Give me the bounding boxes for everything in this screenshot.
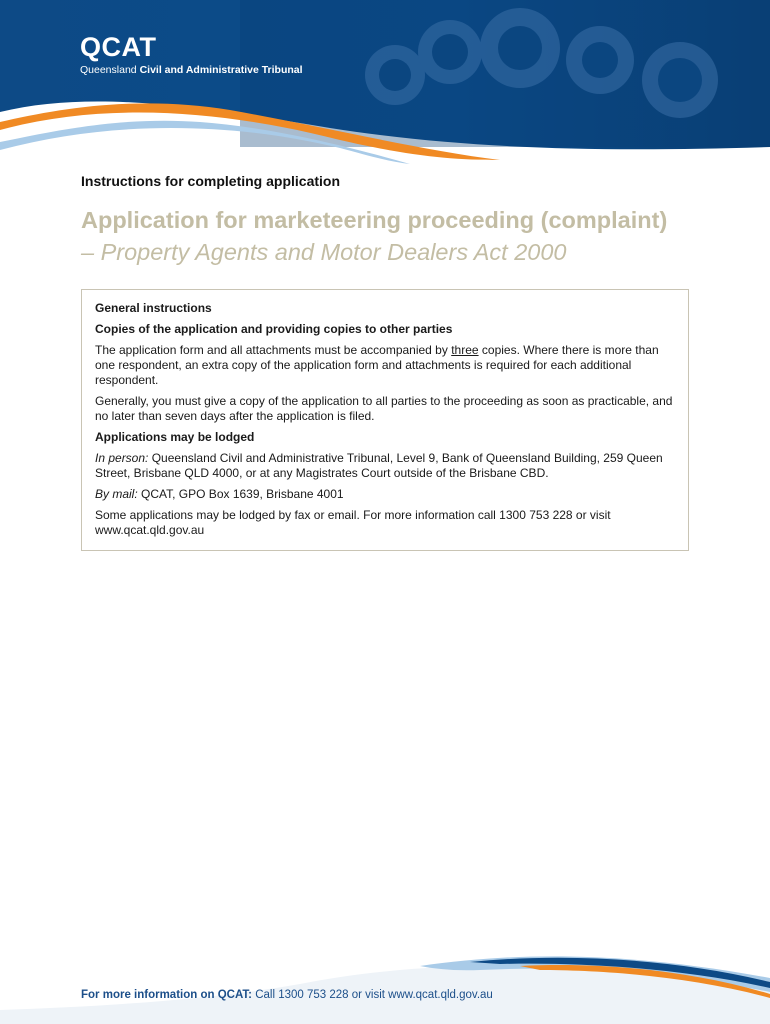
footer-banner	[0, 940, 770, 1024]
by-mail-text: QCAT, GPO Box 1639, Brisbane 4001	[137, 487, 344, 501]
footer-contact	[81, 989, 493, 1001]
general-instructions-box	[81, 289, 689, 551]
copies-p1-underline: three	[451, 343, 479, 357]
qcat-logo	[80, 33, 303, 76]
in-person-paragraph	[95, 451, 674, 481]
by-mail-label: By mail:	[95, 487, 138, 501]
logo-sub-bold: Civil and Administrative Tribunal	[139, 64, 303, 76]
footer-wave-graphic	[0, 940, 770, 1024]
logo-name: QCAT	[80, 32, 157, 62]
document-subtitle: – Property Agents and Motor Dealers Act 2000	[81, 239, 567, 265]
footer-text: Call 1300 753 228 or visit www.qcat.qld.gov.au	[252, 989, 493, 1001]
by-mail-paragraph	[95, 487, 674, 502]
footer-bold: For more information on QCAT:	[81, 989, 253, 1001]
general-instructions-heading: General instructions	[95, 301, 212, 315]
copies-paragraph-2: Generally, you must give a copy of the application to all parties to the proceeding as soon as practicable, and no later than seven days after the application is filed.	[95, 394, 673, 423]
copies-paragraph-1	[95, 343, 674, 388]
in-person-text: Queensland Civil and Administrative Tribunal, Level 9, Bank of Queensland Building, 259 Queen Street, Brisbane QLD 4000, or at any Magistrates Court outside of the Brisbane CBD.	[95, 451, 663, 480]
document-title: Application for marketeering proceeding (complaint)	[81, 207, 668, 233]
header-banner	[0, 0, 770, 170]
copies-p1-after: copies. Where there is more than one respondent, an extra copy of the application form and attachments is required for each additional respondent.	[95, 343, 659, 387]
fax-email-paragraph: Some applications may be lodged by fax or email. For more information call 1300 753 228 or visit www.qcat.qld.gov.au	[95, 508, 611, 537]
copies-p1-before: The application form and all attachments must be accompanied by	[95, 343, 452, 357]
in-person-label: In person:	[95, 451, 149, 465]
header-wave-graphic	[0, 0, 770, 170]
instructions-title: Instructions for completing application	[81, 173, 341, 189]
copies-heading: Copies of the application and providing copies to other parties	[95, 322, 453, 336]
logo-sub-prefix: Queensland	[80, 64, 137, 76]
lodged-heading: Applications may be lodged	[95, 430, 255, 444]
logo-subtitle	[80, 64, 303, 76]
